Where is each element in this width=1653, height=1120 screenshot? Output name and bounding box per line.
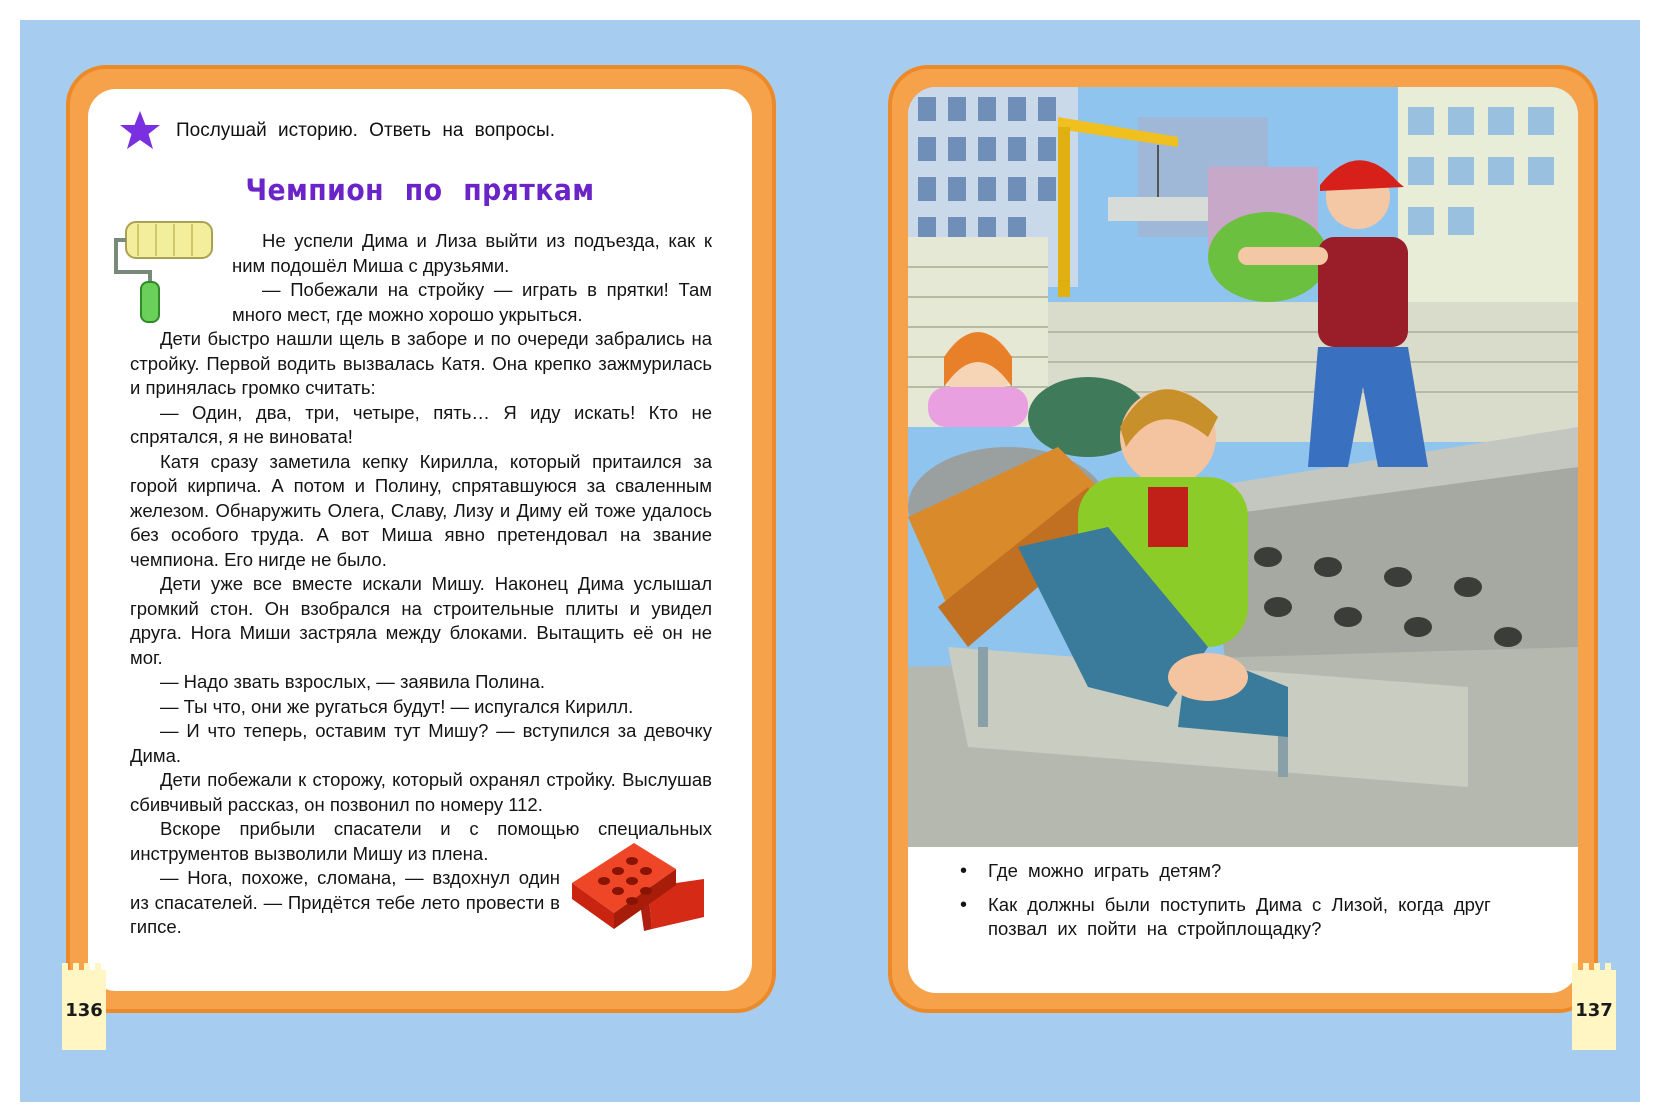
story-paragraph: Дети уже все вместе искали Мишу. Наконец Дима услышал громкий стон. Он взобрался на строительные плиты и увидел друга. Нога Миши застряла между блоками. Вытащить её он не мог.: [130, 573, 712, 668]
book-spread: [20, 20, 1640, 1102]
left-page: [88, 89, 752, 991]
story-paragraph: — Надо звать взрослых, — заявила Полина.: [160, 671, 546, 692]
story-paragraph: Катя сразу заметила кепку Кирилла, который притаился за горой кирпича. А потом и Полину, спрятавшуюся за сваленным железом. Обнаружить Олега, Славу, Лизу и Диму ей тоже удалось без особого труда. А вот Миша явно претендовал на звание чемпиона. Его нигде не было.: [130, 450, 712, 570]
instruction-text: Послушай историю. Ответь на вопросы.: [176, 120, 555, 141]
page-number-left: 136: [62, 970, 106, 1050]
story-paragraph: — Нога, похоже, сломана, — вздохнул один из спасателей. — Придётся тебе лето провести в гипсе.: [130, 867, 560, 937]
brick-icon: [568, 829, 708, 939]
story-paragraph: — Побежали на стройку — играть в прятки! Там много мест, где можно хорошо укрыться.: [232, 279, 712, 325]
story-paragraph: Дети быстро нашли щель в заборе и по очереди забрались на стройку. Первой водить вызвалась Катя. Она крепко зажмурилась и принялась громко считать:: [130, 328, 712, 398]
construction-site-illustration: [908, 87, 1578, 847]
left-page-frame: [66, 65, 776, 1013]
right-page: [908, 87, 1578, 993]
story-paragraph: — И что теперь, оставим тут Мишу? — вступился за девочку Дима.: [130, 720, 712, 766]
questions-list: [960, 859, 1520, 951]
instruction-row: [118, 109, 555, 153]
question-item: • Где можно играть детям?: [960, 859, 1520, 883]
right-page-frame: [888, 65, 1598, 1013]
story-paragraph: Дети побежали к сторожу, который охранял стройку. Выслушав сбивчивый рассказ, он позвонил по номеру 112.: [130, 769, 712, 815]
question-item: • Как должны были поступить Дима с Лизой, когда друг позвал их пойти на стройплощадку?: [960, 893, 1520, 941]
story-paragraph: — Один, два, три, четыре, пять… Я иду искать! Кто не спрятался, я не виновата!: [130, 401, 712, 447]
story-title: Чемпион по пряткам: [245, 173, 595, 207]
story-paragraph: — Ты что, они же ругаться будут! — испугался Кирилл.: [160, 695, 634, 717]
story-paragraph: Не успели Дима и Лиза выйти из подъезда, как к ним подошёл Миша с друзьями.: [232, 230, 712, 276]
star-icon: [118, 109, 162, 153]
page-number-right: 137: [1572, 970, 1616, 1050]
story-paragraph: Вскоре прибыли спасатели и с помощью специальных инструментов вызволили Мишу из плена.: [130, 818, 712, 864]
